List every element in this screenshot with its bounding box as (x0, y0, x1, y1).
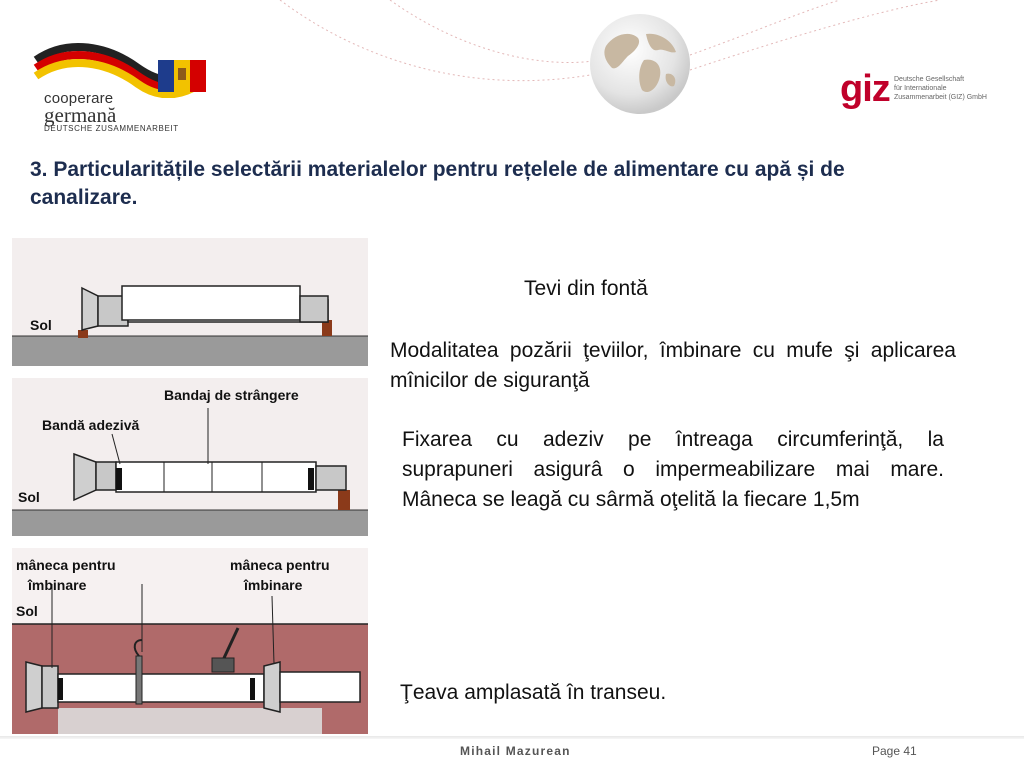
cooperare-germana-logo (28, 38, 228, 138)
fig2-bandaj-label: Bandaj de strângere (164, 387, 299, 403)
footer-divider (0, 736, 1024, 739)
adhesive-band-figure (12, 378, 368, 536)
giz-line-3: Zusammenarbeit (GIZ) GmbH (894, 94, 987, 101)
giz-wordmark: giz (840, 68, 890, 110)
slide-title: 3. Particularitățile selectării materialelor pentru rețelele de alimentare cu apă și de canalizare. (30, 158, 845, 209)
logo-line-3: DEUTSCHE ZUSAMMENARBEIT (44, 124, 179, 133)
fig3-maneca-right-line1: mâneca pentru (230, 557, 330, 573)
paragraph-2: Fixarea cu adeziv pe întreaga circumferinţă, la suprapuneri asigurâ o impermeabilizare mai mare. Mâneca se leagă cu sârmă oţelită la fiecare 1,5m (402, 428, 944, 511)
logo-line-1: cooperare (44, 90, 114, 107)
fig3-maneca-left-line2: îmbinare (28, 577, 87, 593)
giz-line-2: für Internationale (894, 85, 947, 92)
paragraph-3: Ţeava amplasată în transeu. (400, 681, 667, 704)
pipe-laying-figure (12, 238, 368, 366)
footer-author: Mihail Mazurean (460, 744, 571, 758)
logo-line-2: germană (44, 103, 117, 127)
globe-icon (588, 12, 692, 116)
paragraph-1: Modalitatea pozării ţeviilor, îmbinare cu mufe şi aplicarea mînicilor de siguranţă (390, 339, 956, 392)
fig2-banda-label: Bandă adezivă (42, 417, 140, 433)
flag-ribbon-icon (28, 38, 228, 98)
fig3-maneca-right-line2: îmbinare (244, 577, 303, 593)
fig1-sol-label: Sol (30, 317, 52, 333)
fig3-maneca-left-line1: mâneca pentru (16, 557, 116, 573)
subheading: Tevi din fontă (524, 277, 648, 300)
fig3-sol-label: Sol (16, 603, 38, 619)
fig2-sol-label: Sol (18, 489, 40, 505)
page-number: Page 41 (872, 744, 917, 758)
pipe-in-trench-figure (12, 548, 368, 734)
giz-line-1: Deutsche Gesellschaft (894, 76, 965, 83)
